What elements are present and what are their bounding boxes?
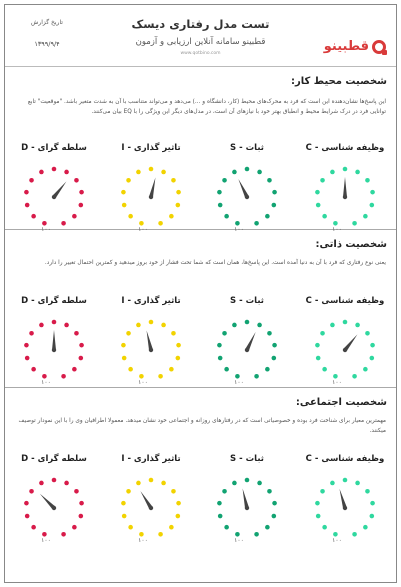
gauge-dial — [116, 470, 186, 546]
gauge-dot — [272, 514, 277, 519]
gauge-dot — [254, 374, 259, 379]
gauge-dot — [330, 481, 335, 486]
gauge-dot — [122, 203, 127, 208]
gauge-dot — [224, 525, 229, 530]
gauge-dot — [121, 343, 126, 348]
gauge-dot — [176, 343, 181, 348]
gauge-needle — [243, 489, 249, 509]
gauge-dot — [355, 170, 360, 175]
gauge-dot — [79, 343, 84, 348]
gauge-dot — [128, 214, 133, 219]
gauge-dot — [52, 167, 57, 172]
section-description: این پاسخ‌ها نشان‌دهنده این است که فرد به محرک‌های محیط (کار، دانشگاه و ...) می‌دهد و می‌تواند متناسب با آن به شدت متغیر باشد. "موقعیت" تابع توانایی فرد در درک شرایط محیط و انطباق بهتر خود با نیازهای آن است، در مدل‌های دیگر این ویژگی را با EQ بیان می‌کنند. — [27, 99, 386, 115]
gauge-dot — [330, 170, 335, 175]
gauge-dot — [257, 481, 262, 486]
gauge-dot — [61, 532, 66, 537]
gauge-dot — [136, 481, 141, 486]
gauge-dot — [121, 501, 126, 506]
section-title: شخصیت محیط کار: — [290, 76, 387, 87]
gauge-dial — [212, 312, 282, 388]
gauge-hub — [149, 506, 153, 510]
gauge-dot — [265, 525, 270, 530]
gauge-dot — [61, 374, 66, 379]
gauge-dot — [74, 178, 79, 183]
gauge-dot — [343, 320, 348, 325]
gauge-dot — [257, 323, 262, 328]
gauge-dot — [217, 501, 222, 506]
gauge-hub — [149, 348, 153, 352]
gauge-scale-label: ۱۰۰ — [332, 537, 342, 544]
gauge-scale-label: ۱۰۰ — [138, 379, 148, 386]
gauge-dot — [169, 214, 174, 219]
gauge-dot — [176, 514, 181, 519]
title-block — [115, 17, 286, 56]
gauge-dot — [171, 331, 176, 336]
gauge-dot — [365, 178, 370, 183]
gauge-dot — [139, 374, 144, 379]
gauge-c — [296, 452, 394, 552]
gauge-dot — [79, 501, 84, 506]
gauge-dot — [235, 532, 240, 537]
gauge-dot — [176, 356, 181, 361]
gauge-dot — [139, 221, 144, 226]
gauge-dot — [370, 501, 375, 506]
page-subtitle: قطبینو سامانه آنلاین ارزیابی و آزمون — [135, 37, 266, 47]
page-title: تست مدل رفتاری دیسک — [131, 17, 270, 31]
gauge-dot — [158, 532, 163, 537]
gauge-dot — [72, 214, 77, 219]
gauge-dot — [31, 214, 36, 219]
gauge-dot — [320, 178, 325, 183]
gauge-s — [198, 141, 296, 241]
gauge-label: ثبات - S — [230, 143, 264, 153]
gauge-dot — [139, 532, 144, 537]
gauge-dot — [122, 514, 127, 519]
gauge-dot — [343, 478, 348, 483]
gauge-dot — [265, 214, 270, 219]
gauge-s — [198, 452, 296, 552]
gauge-dot — [25, 356, 30, 361]
gauge-dot — [333, 532, 338, 537]
gauge-dot — [136, 323, 141, 328]
gauge-scale-label: ۱۰۰ — [234, 226, 244, 233]
gauge-dot — [169, 367, 174, 372]
gauge-dot — [245, 167, 250, 172]
gauge-dot — [322, 525, 327, 530]
gauge-hub — [343, 195, 347, 199]
gauge-dot — [222, 331, 227, 336]
gauge-scale-label: ۱۰۰ — [234, 537, 244, 544]
gauge-dot — [64, 323, 69, 328]
gauge-dot — [39, 481, 44, 486]
gauge-scale-label: ۱۰۰ — [41, 226, 51, 233]
gauge-dot — [370, 190, 375, 195]
gauge-label: تاثیر گذاری - I — [121, 296, 181, 306]
gauge-dot — [161, 481, 166, 486]
gauge-dot — [363, 214, 368, 219]
gauge-dot — [79, 190, 84, 195]
gauge-scale-label: ۱۰۰ — [332, 226, 342, 233]
gauge-scale-label: ۱۰۰ — [234, 379, 244, 386]
gauge-dot — [235, 221, 240, 226]
gauge-dot — [224, 367, 229, 372]
gauge-dot — [320, 489, 325, 494]
gauge-dot — [31, 525, 36, 530]
gauge-dot — [272, 501, 277, 506]
gauge-dot — [355, 323, 360, 328]
section-title: شخصیت اجتماعی: — [295, 397, 387, 408]
gauge-scale-label: ۱۰۰ — [332, 379, 342, 386]
gauge-dial — [116, 159, 186, 235]
gauge-dot — [126, 489, 131, 494]
gauge-dot — [29, 331, 34, 336]
gauge-dot — [365, 489, 370, 494]
gauge-row — [5, 452, 396, 552]
report-date-label: تاریخ گزارش — [31, 19, 63, 26]
gauge-dot — [42, 374, 47, 379]
gauge-dot — [218, 514, 223, 519]
gauge-dot — [171, 489, 176, 494]
gauge-dot — [363, 525, 368, 530]
gauge-dot — [272, 190, 277, 195]
gauge-scale-label: ۱۰۰ — [41, 537, 51, 544]
gauge-dot — [161, 170, 166, 175]
gauge-needle — [343, 177, 347, 197]
gauge-dot — [161, 323, 166, 328]
gauge-dot — [64, 170, 69, 175]
gauge-dot — [158, 374, 163, 379]
gauge-scale-label: ۱۰۰ — [41, 379, 51, 386]
gauge-dial — [310, 159, 380, 235]
gauge-label: وظیفه شناسی - C — [305, 143, 385, 153]
gauge-dot — [370, 514, 375, 519]
gauge-i — [102, 452, 200, 552]
gauge-hub — [52, 195, 56, 199]
gauge-hub — [245, 506, 249, 510]
gauge-dot — [171, 178, 176, 183]
gauge-hub — [343, 348, 347, 352]
gauge-dial — [310, 312, 380, 388]
gauge-dot — [149, 320, 154, 325]
gauge-dot — [315, 190, 320, 195]
gauge-dot — [29, 489, 34, 494]
gauge-dot — [267, 331, 272, 336]
gauge-label: تاثیر گذاری - I — [121, 143, 181, 153]
gauge-label: تاثیر گذاری - I — [121, 454, 181, 464]
gauge-dot — [272, 203, 277, 208]
section-social-personality — [5, 388, 396, 584]
report-date-block — [17, 19, 77, 48]
gauge-dial — [19, 470, 89, 546]
gauge-dot — [267, 489, 272, 494]
gauge-dot — [61, 221, 66, 226]
gauge-row — [5, 141, 396, 241]
gauge-dot — [245, 478, 250, 483]
gauge-scale-label: ۱۰۰ — [138, 537, 148, 544]
gauge-hub — [52, 506, 56, 510]
gauge-dot — [218, 203, 223, 208]
gauge-dot — [232, 481, 237, 486]
gauge-dot — [322, 367, 327, 372]
gauge-dot — [149, 167, 154, 172]
gauge-c — [296, 141, 394, 241]
gauge-hub — [245, 195, 249, 199]
gauge-label: ثبات - S — [230, 296, 264, 306]
gauge-dot — [121, 190, 126, 195]
gauge-dot — [322, 214, 327, 219]
gauge-dot — [126, 178, 131, 183]
gauge-s — [198, 294, 296, 394]
gauge-label: وظیفه شناسی - C — [305, 296, 385, 306]
gauge-dot — [158, 221, 163, 226]
gauge-dot — [355, 481, 360, 486]
gauge-dot — [128, 525, 133, 530]
gauge-dot — [217, 190, 222, 195]
gauge-dot — [352, 374, 357, 379]
gauge-dot — [343, 167, 348, 172]
gauge-dot — [176, 203, 181, 208]
gauge-dot — [25, 514, 30, 519]
gauge-dot — [176, 190, 181, 195]
gauge-dot — [352, 532, 357, 537]
gauge-d — [5, 452, 103, 552]
gauge-row — [5, 294, 396, 394]
gauge-needle — [339, 489, 346, 509]
gauge-dial — [19, 312, 89, 388]
gauge-dot — [31, 367, 36, 372]
site-url: www.qotbino.com — [180, 51, 221, 56]
gauge-dial — [116, 312, 186, 388]
gauge-hub — [245, 348, 249, 352]
gauge-label: سلطه گرای - D — [21, 143, 87, 153]
gauge-dot — [39, 170, 44, 175]
gauge-d — [5, 294, 103, 394]
gauge-dot — [79, 203, 84, 208]
gauge-dot — [257, 170, 262, 175]
gauge-c — [296, 294, 394, 394]
gauge-dot — [265, 367, 270, 372]
gauge-dot — [42, 532, 47, 537]
gauge-dot — [222, 178, 227, 183]
gauge-dot — [363, 367, 368, 372]
gauge-hub — [149, 195, 153, 199]
gauge-dot — [24, 343, 29, 348]
gauge-dot — [235, 374, 240, 379]
gauge-dot — [370, 203, 375, 208]
gauge-dot — [25, 203, 30, 208]
gauge-hub — [343, 506, 347, 510]
section-description: یعنی نوع رفتاری که فرد با آن به دنیا آمده است. این پاسخ‌ها، همان است که شما تحت فشار از خود بروز میدهید و کمترین احتمال تغییر را دارد. — [44, 260, 386, 266]
gauge-dot — [72, 367, 77, 372]
gauge-dot — [330, 323, 335, 328]
gauge-dot — [272, 356, 277, 361]
gauge-dot — [333, 374, 338, 379]
gauge-dot — [218, 356, 223, 361]
gauge-dot — [232, 323, 237, 328]
gauge-dot — [126, 331, 131, 336]
report-page — [4, 4, 397, 583]
gauge-dot — [39, 323, 44, 328]
section-title: شخصیت ذاتی: — [315, 239, 387, 250]
gauge-dot — [24, 501, 29, 506]
gauge-dot — [365, 331, 370, 336]
gauge-dot — [320, 331, 325, 336]
gauge-dot — [52, 478, 57, 483]
logo-text: قطبینو — [323, 39, 369, 54]
gauge-dot — [222, 489, 227, 494]
report-header — [5, 5, 396, 67]
gauge-dot — [352, 221, 357, 226]
gauge-d — [5, 141, 103, 241]
gauge-dot — [316, 203, 321, 208]
gauge-dot — [316, 356, 321, 361]
gauge-dot — [149, 478, 154, 483]
gauge-dot — [245, 320, 250, 325]
gauge-dot — [333, 221, 338, 226]
gauge-dot — [79, 356, 84, 361]
gauge-label: وظیفه شناسی - C — [305, 454, 385, 464]
gauge-dot — [122, 356, 127, 361]
section-innate-personality — [5, 230, 396, 388]
gauge-dot — [315, 343, 320, 348]
qotbino-logo — [324, 39, 386, 54]
section-work-personality — [5, 67, 396, 233]
gauge-dot — [136, 170, 141, 175]
gauge-label: ثبات - S — [230, 454, 264, 464]
gauge-dial — [19, 159, 89, 235]
gauge-dot — [254, 532, 259, 537]
gauge-i — [102, 294, 200, 394]
gauge-dot — [217, 343, 222, 348]
section-description: مهمترین معیار برای شناخت فرد بوده و خصوصیاتی است که در رفتارهای روزانه و اجتماعی خود نشان میدهد. معمولا اطرافیان وی را با این نمودار توصیف میکنند. — [18, 418, 386, 434]
gauge-dot — [232, 170, 237, 175]
gauge-scale-label: ۱۰۰ — [138, 226, 148, 233]
gauge-dot — [74, 489, 79, 494]
gauge-dot — [24, 190, 29, 195]
gauge-label: سلطه گرای - D — [21, 454, 87, 464]
gauge-hub — [52, 348, 56, 352]
gauge-needle — [147, 331, 153, 351]
report-date-value: ۱۳۹۹/۹/۴ — [34, 40, 60, 48]
gauge-dot — [42, 221, 47, 226]
gauge-dot — [52, 320, 57, 325]
gauge-dot — [370, 343, 375, 348]
gauge-dial — [310, 470, 380, 546]
gauge-dial — [212, 159, 282, 235]
gauge-dot — [254, 221, 259, 226]
gauge-dot — [72, 525, 77, 530]
gauge-needle — [149, 178, 155, 198]
gauge-dot — [128, 367, 133, 372]
gauge-dot — [224, 214, 229, 219]
gauge-dial — [212, 470, 282, 546]
gauge-dot — [176, 501, 181, 506]
gauge-dot — [315, 501, 320, 506]
gauge-dot — [74, 331, 79, 336]
gauge-label: سلطه گرای - D — [21, 296, 87, 306]
gauge-dot — [29, 178, 34, 183]
gauge-dot — [64, 481, 69, 486]
gauge-dot — [79, 514, 84, 519]
gauge-dot — [370, 356, 375, 361]
gauge-dot — [267, 178, 272, 183]
gauge-i — [102, 141, 200, 241]
logo-mark-icon — [372, 40, 386, 54]
gauge-dot — [169, 525, 174, 530]
gauge-dot — [272, 343, 277, 348]
gauge-dot — [316, 514, 321, 519]
gauge-needle — [52, 330, 56, 350]
